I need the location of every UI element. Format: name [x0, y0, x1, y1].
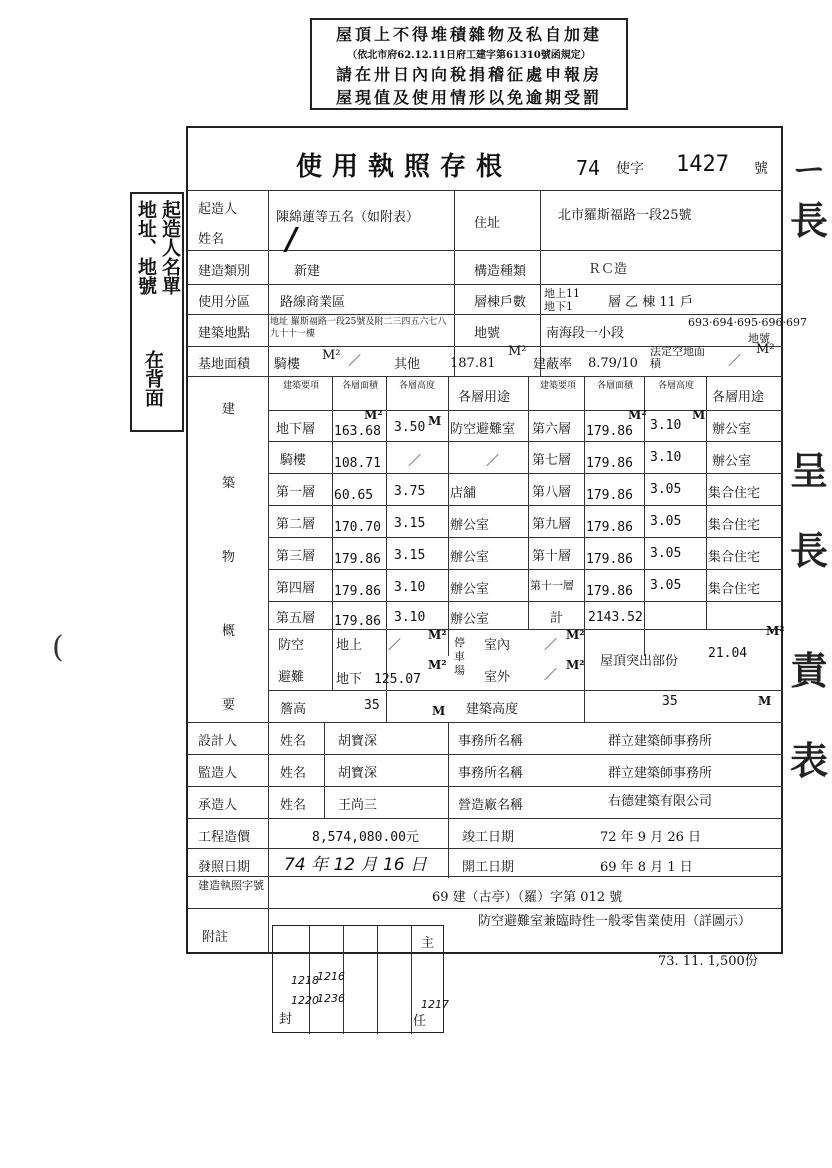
- notice-line-1: 屋頂上不得堆積雜物及私自加建: [335, 25, 602, 44]
- floor-area: 179.86: [334, 552, 381, 567]
- floor-area: 179.86: [586, 488, 633, 503]
- eaves-label: 簷高: [280, 702, 307, 717]
- applicant-value: 陳綿蓮等五名（如附表）: [276, 210, 420, 225]
- signature-2: 1220: [291, 994, 319, 1007]
- table-header-item: 建築要項: [282, 381, 319, 391]
- print-info: 73. 11. 1,500份: [658, 954, 758, 969]
- floors-above: 地上11: [544, 287, 580, 300]
- floor-height: 3.15: [394, 548, 426, 563]
- coverage-value: 8.79/10: [588, 356, 638, 371]
- notes-label: 附註: [202, 930, 229, 945]
- section-char-5: 要: [222, 698, 236, 713]
- roof-label: 屋頂突出部份: [600, 654, 679, 669]
- shelter-label-1: 防空: [278, 638, 305, 653]
- lot-suffix: 地號: [748, 332, 770, 345]
- zone-label: 使用分區: [198, 295, 251, 310]
- floor-name: 第十一層: [530, 579, 574, 592]
- cost-value: 8,574,080.00元: [312, 830, 419, 845]
- supervisor-label: 監造人: [198, 766, 238, 781]
- table-header-item-2: 建築要項: [539, 381, 576, 391]
- floor-area: 163.68: [334, 424, 381, 439]
- building-height-value: 35: [662, 694, 678, 709]
- seal-mark: 封: [279, 1012, 293, 1027]
- coverage-label: 建蔽率: [533, 357, 573, 372]
- floor-name: 第三層: [276, 549, 316, 564]
- shelter-above-value: ／: [388, 638, 402, 653]
- signature-1: 1218: [291, 974, 319, 987]
- floor-height: ／: [408, 454, 422, 469]
- parking-outdoor-label: 室外: [484, 670, 511, 685]
- floor-height: 3.10: [650, 418, 682, 433]
- floor-area: 179.86: [334, 584, 381, 599]
- floor-area: 108.71: [334, 456, 381, 471]
- supervisor-name: 胡寶深: [338, 766, 378, 781]
- contractor-name: 王尚三: [338, 798, 378, 813]
- side-note-text-2: 起造人名單: [159, 200, 181, 295]
- floor-height: 3.05: [650, 482, 682, 497]
- floor-use: 集合住宅: [708, 582, 761, 597]
- other-label: 其他: [394, 357, 421, 372]
- lot-value: 693·694·695·696·697: [688, 316, 807, 329]
- floor-name: 第七層: [532, 453, 572, 468]
- floor-use: 防空避難室: [450, 422, 516, 437]
- shelter-label-2: 避難: [278, 670, 305, 685]
- supervisor-office-label: 事務所名稱: [458, 766, 524, 781]
- applicant-label-1: 起造人: [198, 202, 238, 217]
- floor-name: 第九層: [532, 517, 572, 532]
- cost-label: 工程造價: [198, 830, 251, 845]
- floor-use: ／: [486, 454, 500, 469]
- table-header-area: 各層面積: [341, 381, 378, 391]
- handwritten-mark: /: [286, 222, 297, 257]
- form-title: 使用執照存根: [296, 152, 513, 182]
- designer-name: 胡寶深: [338, 734, 378, 749]
- arcade-unit: M²: [322, 348, 341, 363]
- contractor-name-label: 姓名: [280, 798, 307, 813]
- floor-height: 3.75: [394, 484, 426, 499]
- floor-name: 第一層: [276, 485, 316, 500]
- parking-indoor-value: ／: [544, 638, 558, 653]
- designer-name-label: 姓名: [280, 734, 307, 749]
- issue-date-value: 74 年 12 月 16 日: [284, 855, 427, 875]
- other-unit: M²: [508, 344, 527, 359]
- floor-use: 店舖: [450, 486, 477, 501]
- address-label: 住址: [474, 216, 501, 231]
- eaves-value: 35: [364, 698, 380, 713]
- floor-name: 計: [550, 611, 564, 626]
- floor-name: 第八層: [532, 485, 572, 500]
- side-note-col-2: [159, 200, 181, 300]
- applicant-label-2: 姓名: [198, 232, 225, 247]
- approval-stamp-block: [272, 925, 449, 1033]
- floor-height: 3.05: [650, 578, 682, 593]
- category-value: 新建: [294, 264, 321, 279]
- floor-area: 179.86: [334, 614, 381, 629]
- floor-name: 騎樓: [280, 453, 307, 468]
- floors-label: 層棟戶數: [474, 295, 527, 310]
- structure-label: 構造種類: [474, 264, 527, 279]
- floor-height: 3.10: [650, 450, 682, 465]
- floor-use: 辦公室: [450, 550, 490, 565]
- signature-4: 1236: [317, 992, 345, 1005]
- lot-section: 南海段一小段: [546, 326, 625, 341]
- section-char-4: 概: [222, 624, 236, 639]
- floor-area: 179.86: [586, 584, 633, 599]
- site-value: 地址 羅斯福路一段25號及附二三四五六七八九十十一樓: [270, 317, 447, 339]
- floors-below: 地下1: [544, 300, 573, 313]
- floor-area: 170.70: [334, 520, 381, 535]
- floor-area: 179.86: [586, 520, 633, 535]
- parking-indoor-label: 室內: [484, 638, 511, 653]
- open-area-label: 法定空地面積: [650, 345, 705, 370]
- floor-use: 集合住宅: [708, 518, 761, 533]
- adjacent-page-edge: ㄧ 長 呈 長 責 表: [789, 148, 828, 783]
- arcade-label: 騎樓: [274, 357, 301, 372]
- roof-value: 21.04: [708, 646, 748, 661]
- floor-area: 179.86: [586, 456, 633, 471]
- floor-height: 3.50: [394, 420, 426, 435]
- floors-text: 層 乙 棟 11 戶: [608, 295, 694, 310]
- bracket-mark: (: [52, 630, 64, 665]
- start-date-value: 69 年 8 月 1 日: [600, 860, 693, 875]
- completion-label: 竣工日期: [462, 830, 515, 845]
- notes-value: 防空避難室兼臨時性一般零售業使用（詳圖示）: [478, 914, 752, 929]
- signature-3: 1216: [317, 970, 345, 983]
- designer-office-label: 事務所名稱: [458, 734, 524, 749]
- side-note-col-1: [135, 200, 157, 300]
- floor-area: 179.86: [586, 424, 633, 439]
- floor-height: 3.15: [394, 516, 426, 531]
- shelter-above-label: 地上: [336, 638, 363, 653]
- approval-mark: 主: [421, 936, 435, 951]
- floor-name: 地下層: [276, 422, 316, 437]
- parking-label: 停車場: [454, 636, 465, 677]
- section-char-3: 物: [222, 550, 236, 565]
- floor-use: 集合住宅: [708, 550, 761, 565]
- permit-ref-label: 建造執照字號: [198, 879, 264, 892]
- floor-use: 辦公室: [450, 582, 490, 597]
- floor-use: 辦公室: [450, 518, 490, 533]
- notice-line-3: 請在卅日內向稅捐稽征處申報房: [335, 65, 602, 84]
- shelter-below-label: 地下: [336, 672, 363, 687]
- floor-use: 辦公室: [450, 612, 490, 627]
- other-value: 187.81: [450, 356, 496, 371]
- contractor-firm-label: 營造廠名稱: [458, 798, 524, 813]
- floor-use: 辦公室: [712, 454, 752, 469]
- floor-area: 60.65: [334, 488, 374, 503]
- permit-suffix: 號: [754, 161, 768, 177]
- start-date-label: 開工日期: [462, 860, 515, 875]
- site-label: 建築地點: [198, 326, 251, 341]
- contractor-label: 承造人: [198, 798, 238, 813]
- supervisor-name-label: 姓名: [280, 766, 307, 781]
- table-header-area-2: 各層面積: [596, 381, 633, 391]
- table-header-height-2: 各層高度: [657, 381, 694, 391]
- issue-date-label: 發照日期: [198, 860, 251, 875]
- permit-ref-value: 69 建（古亭）（羅）字第 012 號: [432, 890, 623, 905]
- open-area-unit: M²: [756, 342, 775, 357]
- seal-mark-2: 任: [413, 1014, 427, 1029]
- signature-5: 1217: [421, 998, 449, 1011]
- zone-value: 路線商業區: [280, 295, 346, 310]
- table-header-use: 各層用途: [458, 390, 511, 405]
- lot-label: 地號: [474, 326, 501, 341]
- contractor-firm: 右德建築有限公司: [608, 794, 713, 809]
- permit-type: 使字: [616, 161, 644, 177]
- completion-value: 72 年 9 月 26 日: [600, 830, 702, 845]
- permit-number: 1427: [676, 152, 729, 177]
- table-header-use-2: 各層用途: [712, 390, 765, 405]
- section-char-1: 建: [222, 402, 236, 417]
- floor-height: 3.05: [650, 546, 682, 561]
- floor-name: 第五層: [276, 611, 316, 626]
- notice-box: [310, 18, 628, 110]
- floor-height: 3.10: [394, 610, 426, 625]
- floor-area: 179.86: [586, 552, 633, 567]
- open-area-value: ／: [728, 354, 742, 369]
- area-label: 基地面積: [198, 357, 251, 372]
- parking-outdoor-value: ／: [544, 668, 558, 683]
- floor-use: 辦公室: [712, 422, 752, 437]
- arcade-value: ／: [348, 354, 362, 369]
- permit-year: 74: [576, 156, 601, 180]
- building-height-label: 建築高度: [466, 702, 519, 717]
- designer-office: 群立建築師事務所: [608, 734, 713, 749]
- floor-name: 第十層: [532, 549, 572, 564]
- supervisor-office: 群立建築師事務所: [608, 766, 713, 781]
- floor-name: 第四層: [276, 581, 316, 596]
- floor-name: 第二層: [276, 517, 316, 532]
- floor-height: 3.05: [650, 514, 682, 529]
- notice-line-4: 屋現值及使用情形以免逾期受罰: [335, 88, 602, 107]
- floor-use: 集合住宅: [708, 486, 761, 501]
- designer-label: 設計人: [198, 734, 238, 749]
- floor-name: 第六層: [532, 422, 572, 437]
- shelter-below-value: 125.07: [374, 672, 421, 687]
- table-header-height: 各層高度: [398, 381, 435, 391]
- floor-area: 2143.52: [588, 610, 643, 625]
- address-value: 北市羅斯福路一段25號: [558, 208, 692, 223]
- permit-form: 使用執照存根 74 使字 1427 號 起造人 姓名 陳綿蓮等五名（如附表） / 住址 北市羅斯福路一段25號 建造類別 新建 構造種類 ＲＣ造 使用分區 路線商業區 層棟戶數 地上11 地下1 層 乙 棟 11 戶 建築地點 地址 羅斯福路一段25號及附二三四五六七八九十十一樓 地號 南海段一小段 693·694·695·696·697 地號 基地面積 騎樓 M² ／ 其他 187.81 M² 建蔽率 8.79/10 法定空地面積 ／ M² 建 築 物 概 要 建築要項 各層面積 各層高度 各層用途 建築要項 各層面積 各層高度 各層用途 地下層 163.68 3.50 防空避難室 騎樓 108.71 ／ ／ 第一層 60.65 3.75 店舖 第二層 170.70 3.15 辦公室 第三層 179.86 3.15 辦公室 第四層 179.86 3.10 辦公室 第五層 179.86 3.10 辦公室 第六層 179.86 3.10 辦公室 第七層 179.86 3.10 辦公室 第八層 179.86 3.05 集合住宅 第九層 179.86 3.05 集合住宅 第十層 179.86 3.05 集合住宅 第十一層 179.86 3.05 集合住宅 計 2143.52 M² M M² M 防空 避難 地上 ／ M² 地下 125.07 M² 停車場 室內 ／ M² 室外 ／ M² 屋頂突出部份 21.04 M² 簷高 35 M 建築高度 35 M 設計人 姓名 胡寶深 事務所名稱 群立建築師事務所 監造人 姓名 胡寶深 事務所名稱 群立建築師事務所 承造人 姓名 王尚三 營造廠名稱 右德建築有限公司 工程造價 8,574,080.00元 竣工日期 72 年 9 月 26 日 發照日期 74 年 12 月 16 日 開工日期 69 年 8 月 1 日 建造執照字號 69 建（古亭）（羅）字第 012 號 附註 防空避難室兼臨時性一般零售業使用（詳圖示）: [186, 126, 783, 954]
- category-label: 建造類別: [198, 264, 251, 279]
- structure-value: ＲＣ造: [588, 262, 628, 277]
- notice-line-2: （依北市府62.12.11日府工建字第61310號函規定）: [347, 50, 591, 61]
- side-note-text-3: 在背面: [142, 350, 164, 407]
- floor-height: 3.10: [394, 580, 426, 595]
- section-char-2: 築: [222, 476, 236, 491]
- side-note-text-1: 地址、地號: [135, 200, 157, 295]
